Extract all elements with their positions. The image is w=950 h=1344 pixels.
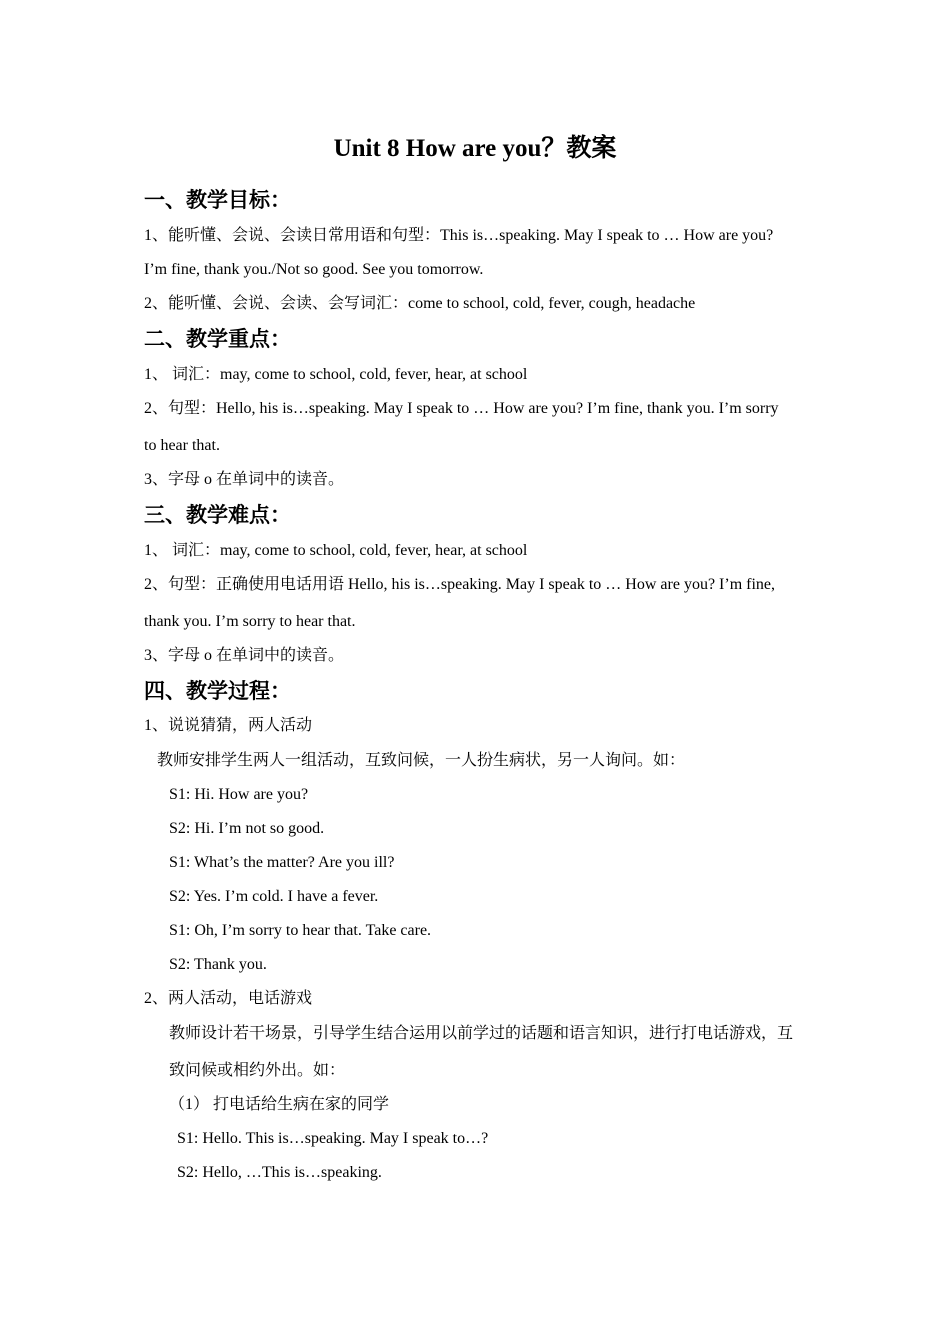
text-line: thank you. I’m sorry to hear that. <box>144 613 356 630</box>
text-line: 3、字母 o 在单词中的读音。 <box>144 647 345 664</box>
text-line: to hear that. <box>144 437 220 454</box>
section-heading-difficulties: 三、教学难点： <box>144 503 291 527</box>
text-line: 2、两人活动，电话游戏 <box>144 990 313 1007</box>
section-heading-procedure: 四、教学过程： <box>144 679 291 703</box>
section-heading-key-points: 二、教学重点： <box>144 327 291 351</box>
text-line: 教师安排学生两人一组活动，互致问候，一人扮生病状，另一人询问。如： <box>157 752 686 769</box>
text-line: 1、说说猜猜，两人活动 <box>144 717 313 734</box>
text-line: （1） 打电话给生病在家的同学 <box>169 1096 390 1113</box>
dialogue-line: S2: Hello, …This is…speaking. <box>177 1164 382 1181</box>
dialogue-line: S2: Thank you. <box>169 956 267 973</box>
page-title: Unit 8 How are you？教案 <box>333 135 617 162</box>
text-line: 教师设计若干场景，引导学生结合运用以前学过的话题和语言知识，进行打电话游戏，互 <box>169 1025 794 1042</box>
section-heading-objectives: 一、教学目标： <box>144 188 291 212</box>
text-line: 2、句型：正确使用电话用语 Hello, his is…speaking. May I speak to … How are you? I’m fine, <box>144 576 776 593</box>
dialogue-line: S1: Hello. This is…speaking. May I speak to…? <box>177 1130 489 1147</box>
text-line: 1、 词汇：may, come to school, cold, fever, hear, at school <box>144 366 528 383</box>
dialogue-line: S2: Yes. I’m cold. I have a fever. <box>169 888 379 905</box>
text-line: 3、字母 o 在单词中的读音。 <box>144 471 345 488</box>
dialogue-line: S1: Oh, I’m sorry to hear that. Take care. <box>169 922 432 939</box>
dialogue-line: S1: What’s the matter? Are you ill? <box>169 854 395 871</box>
text-line: 1、能听懂、会说、会读日常用语和句型：This is…speaking. May I speak to … How are you? <box>144 227 774 244</box>
dialogue-line: S1: Hi. How are you? <box>169 786 309 803</box>
text-line: 2、能听懂、会说、会读、会写词汇：come to school, cold, fever, cough, headache <box>144 295 696 312</box>
text-line: 1、 词汇：may, come to school, cold, fever, hear, at school <box>144 542 528 559</box>
text-line: I’m fine, thank you./Not so good. See you tomorrow. <box>144 261 484 278</box>
text-line: 2、句型：Hello, his is…speaking. May I speak to … How are you? I’m fine, thank you. I’m sorry <box>144 400 779 417</box>
text-line: 致问候或相约外出。如： <box>169 1062 346 1079</box>
dialogue-line: S2: Hi. I’m not so good. <box>169 820 325 837</box>
